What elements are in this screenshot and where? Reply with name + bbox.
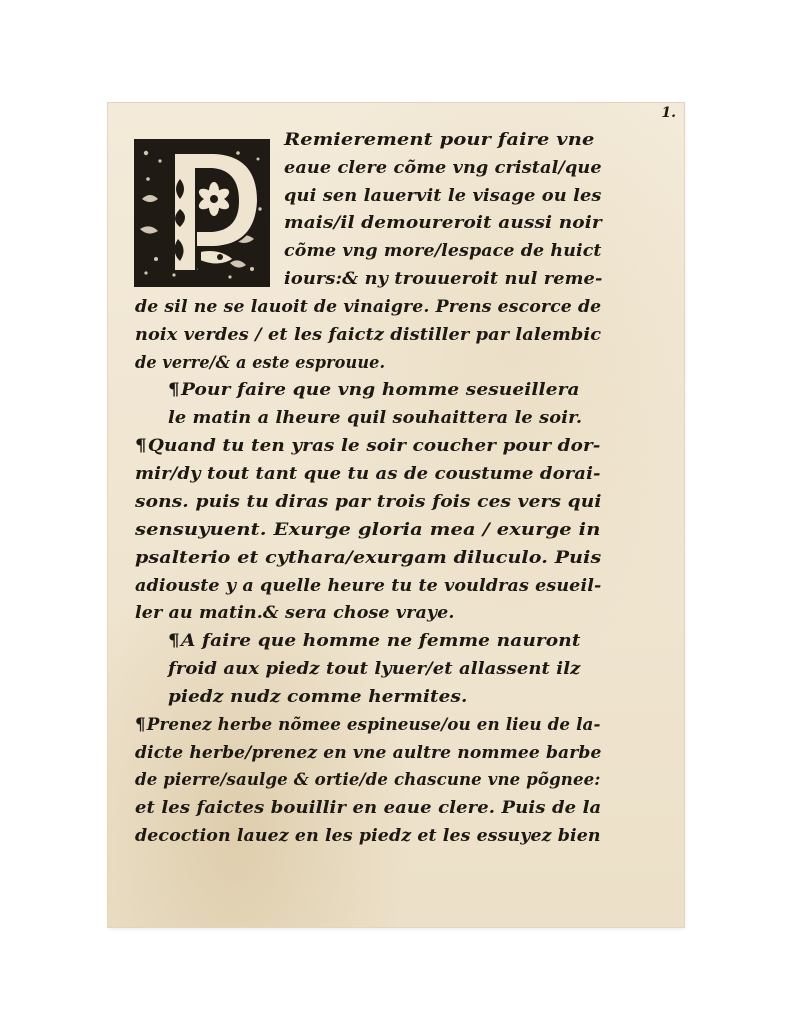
line-text: mir/dy tout tant que tu as de coustume dorai- xyxy=(135,464,601,484)
book-page xyxy=(108,103,684,927)
text-line xyxy=(135,745,601,762)
pilcrow-mark: ¶ xyxy=(135,436,147,456)
line-text: qui sen lauervit le visage ou les xyxy=(284,186,602,206)
text-line xyxy=(135,772,601,789)
line-text: Quand tu ten yras le soir coucher pour dor- xyxy=(147,436,601,456)
line-text: et les faictes bouillir en eaue clere. Puis de la xyxy=(135,798,602,818)
text-line xyxy=(135,522,600,539)
text-line xyxy=(284,188,601,205)
line-text: froid aux piedz tout lyuer/et allassent ilz xyxy=(168,659,581,679)
line-text: Remierement pour faire vne xyxy=(284,130,595,150)
text-line xyxy=(135,438,601,455)
text-line xyxy=(284,271,602,288)
line-text: eaue clere cõme vng cristal/que xyxy=(284,158,602,178)
line-text: sensuyuent. Exurge gloria mea / exurge in xyxy=(135,520,601,540)
pilcrow-mark: ¶ xyxy=(168,380,180,400)
pilcrow-mark: ¶ xyxy=(135,715,146,735)
line-text: piedz nudz comme hermites. xyxy=(168,687,468,707)
line-text: A faire que homme ne femme nauront xyxy=(180,631,581,651)
text-line xyxy=(135,828,601,845)
text-line xyxy=(135,299,601,316)
decorated-initial xyxy=(134,139,270,287)
text-line xyxy=(168,633,581,650)
line-text: mais/il demoureroit aussi noir xyxy=(284,213,602,233)
line-text: cõme vng more/lespace de huict xyxy=(284,241,602,261)
line-text: decoction lauez en les piedz et les essuyez bien xyxy=(135,826,601,846)
line-text: sons. puis tu diras par trois fois ces vers qui xyxy=(135,492,602,512)
text-line xyxy=(284,243,602,260)
text-line xyxy=(135,327,601,344)
pilcrow-mark: ¶ xyxy=(168,631,180,651)
text-line xyxy=(168,410,582,427)
line-text: iours:& ny trouueroit nul reme- xyxy=(284,269,603,289)
line-text: adiouste y a quelle heure tu te vouldras esueil- xyxy=(135,576,602,596)
text-line xyxy=(135,717,601,734)
line-text: le matin a lheure quil souhaittera le soir. xyxy=(168,408,583,428)
line-text: psalterio et cythara/exurgam diluculo. Puis xyxy=(135,548,602,568)
text-line xyxy=(135,550,601,567)
line-text: dicte herbe/prenez en vne aultre nommee barbe xyxy=(135,743,602,763)
line-text: Pour faire que vng homme sesueillera xyxy=(180,380,580,400)
text-line xyxy=(135,494,602,511)
text-line xyxy=(135,466,601,483)
text-line xyxy=(135,355,385,372)
line-text: Prenez herbe nõmee espineuse/ou en lieu de la- xyxy=(146,715,601,735)
line-text: ler au matin.& sera chose vraye. xyxy=(135,603,455,623)
line-text: de pierre/saulge & ortie/de chascune vne põgnee: xyxy=(135,770,601,790)
text-line xyxy=(168,382,580,399)
line-text: noix verdes / et les faictz distiller par lalembic xyxy=(135,325,602,345)
text-line xyxy=(135,578,601,595)
text-line xyxy=(135,605,455,622)
text-line xyxy=(284,132,594,149)
text-line xyxy=(284,160,602,177)
line-text: de verre/& a este esprouue. xyxy=(135,353,386,373)
line-text: de sil ne se lauoit de vinaigre. Prens escorce de xyxy=(135,297,602,317)
text-line xyxy=(284,215,602,232)
text-line xyxy=(135,800,601,817)
folio-number: 1. xyxy=(661,105,676,121)
text-line xyxy=(168,689,468,706)
text-line xyxy=(168,661,580,678)
